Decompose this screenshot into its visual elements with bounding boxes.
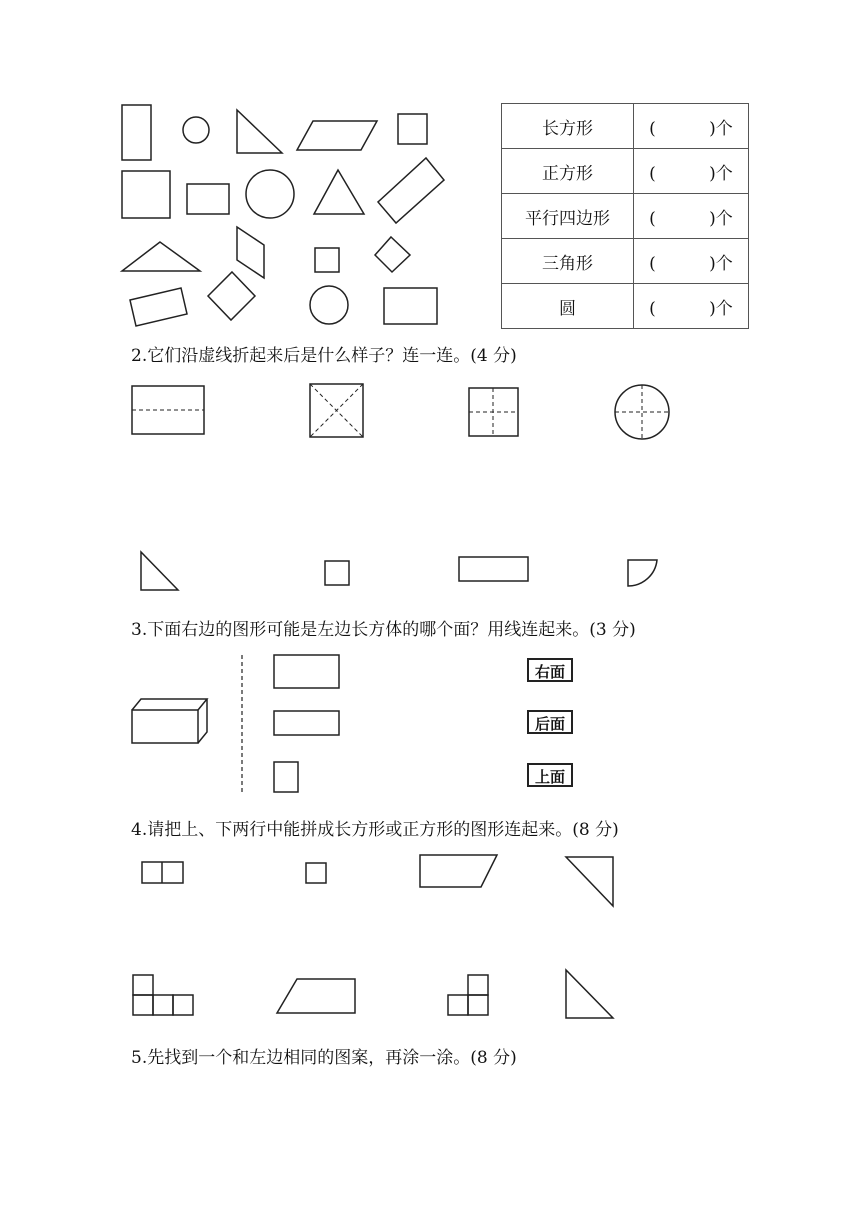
count-row xyxy=(502,284,749,329)
answer-blank[interactable]: ( )个 xyxy=(634,194,749,239)
shape-small-square xyxy=(398,114,427,144)
face-label-top[interactable]: 上面 xyxy=(527,763,573,787)
count-row xyxy=(502,239,749,284)
question-3: 3.下面右边的图形可能是左边长方体的哪个面？用线连起来。(3 分) xyxy=(131,620,636,640)
shape-large-circle xyxy=(246,170,294,218)
shape-flat-triangle xyxy=(122,242,200,271)
face-label-back[interactable]: 后面 xyxy=(527,710,573,734)
fold-shapes-top xyxy=(0,380,860,460)
shape-parallelogram xyxy=(297,121,377,150)
cuboid-faces xyxy=(0,650,860,800)
count-row xyxy=(502,104,749,149)
shape-name: 圆 xyxy=(502,284,634,329)
shape-circle-bottom xyxy=(310,286,348,324)
shape-small-circle xyxy=(183,117,209,143)
answer-blank[interactable]: ( )个 xyxy=(634,284,749,329)
count-table xyxy=(501,103,749,329)
question-4: 4.请把上、下两行中能拼成长方形或正方形的图形连起来。(8 分) xyxy=(131,820,619,840)
shape-square-mid xyxy=(315,248,339,272)
shape-tall-rectangle xyxy=(122,105,151,160)
count-row xyxy=(502,149,749,194)
answer-blank[interactable]: ( )个 xyxy=(634,149,749,194)
puzzle-shapes-top xyxy=(0,850,860,920)
shape-right-triangle xyxy=(237,110,282,153)
question-2: 2.它们沿虚线折起来后是什么样子？连一连。(4 分) xyxy=(131,346,517,366)
fold-results-bottom xyxy=(0,548,860,598)
shape-tilted-small-square xyxy=(375,237,410,272)
question-5: 5.先找到一个和左边相同的图案，再涂一涂。(8 分) xyxy=(131,1048,517,1068)
shape-rectangle xyxy=(187,184,229,214)
shape-name: 平行四边形 xyxy=(502,194,634,239)
shape-rhombus xyxy=(237,227,264,278)
count-row xyxy=(502,194,749,239)
shape-wide-rectangle xyxy=(384,288,437,324)
shape-tilted-square xyxy=(208,272,255,320)
shape-name: 正方形 xyxy=(502,149,634,194)
shape-triangle xyxy=(314,170,364,214)
shape-name: 三角形 xyxy=(502,239,634,284)
shape-large-square xyxy=(122,171,170,218)
shape-name: 长方形 xyxy=(502,104,634,149)
shape-tilted-rect-bottom xyxy=(130,288,187,326)
shape-tilted-rectangle xyxy=(378,158,444,223)
puzzle-shapes-bottom xyxy=(0,965,860,1035)
answer-blank[interactable]: ( )个 xyxy=(634,239,749,284)
answer-blank[interactable]: ( )个 xyxy=(634,104,749,149)
face-label-right[interactable]: 右面 xyxy=(527,658,573,682)
